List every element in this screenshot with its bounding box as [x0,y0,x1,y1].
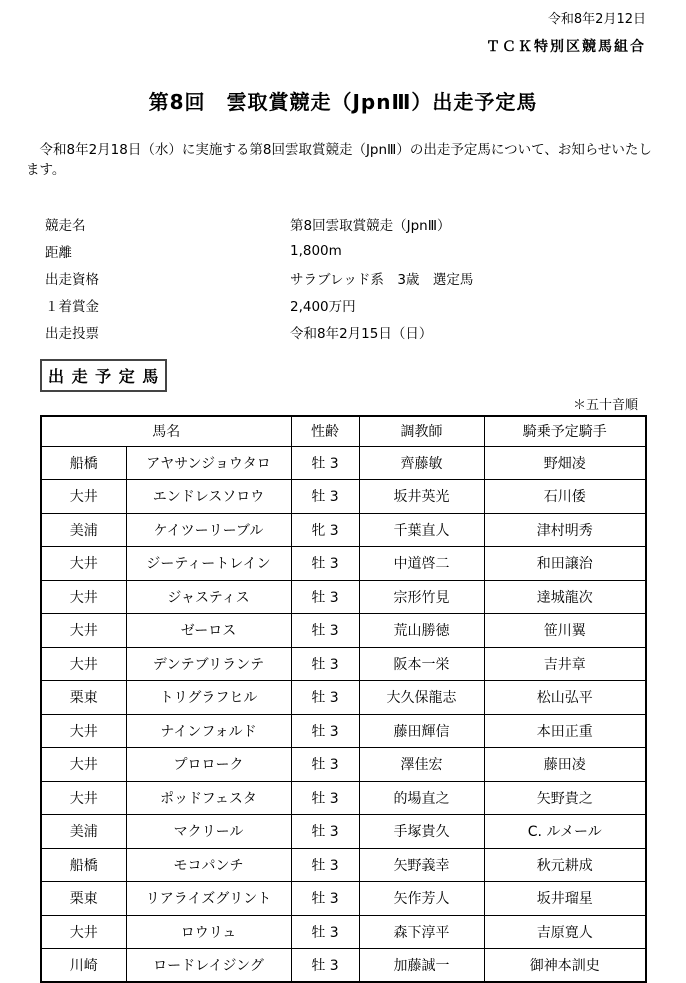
jockey-cell: 坂井瑠星 [484,882,646,916]
table-row [41,949,646,983]
sex-age-cell: 牡 3 [291,915,359,949]
table-row [41,647,646,681]
sex-age-cell: 牡 3 [291,547,359,581]
sex-age-cell: 牡 3 [291,748,359,782]
affiliation-cell: 栗東 [41,681,126,715]
header-trainer: 調教師 [359,416,484,446]
table-row [41,848,646,882]
table-row [41,815,646,849]
trainer-cell: 千葉直人 [359,513,484,547]
jockey-cell: 石川倭 [484,480,646,514]
section-heading-wrap [40,359,686,392]
race-info-label: 出走投票 [45,325,99,342]
table-row [41,681,646,715]
trainer-cell: 的場直之 [359,781,484,815]
race-info-row [45,264,686,291]
entry-table [40,415,647,983]
horse-name-cell: マクリール [126,815,291,849]
affiliation-cell: 大井 [41,547,126,581]
sex-age-cell: 牡 3 [291,714,359,748]
table-row [41,547,646,581]
horse-name-cell: アヤサンジョウタロ [126,446,291,480]
document-header [0,0,686,56]
trainer-cell: 矢作芳人 [359,882,484,916]
table-row [41,915,646,949]
trainer-cell: 中道啓二 [359,547,484,581]
table-row [41,580,646,614]
race-info-row [45,318,686,345]
trainer-cell: 阪本一栄 [359,647,484,681]
table-row [41,882,646,916]
table-header-row [41,416,646,446]
trainer-cell: 荒山勝徳 [359,614,484,648]
trainer-cell: 宗形竹見 [359,580,484,614]
sex-age-cell: 牡 3 [291,848,359,882]
jockey-cell: C. ルメール [484,815,646,849]
intro-paragraph: 令和8年2月18日（水）に実施する第8回雲取賞競走（JpnⅢ）の出走予定馬について、お知らせいたします。 [26,142,652,178]
trainer-cell: 加藤誠一 [359,949,484,983]
sex-age-cell: 牡 3 [291,781,359,815]
sex-age-cell: 牡 3 [291,681,359,715]
horse-name-cell: ジャスティス [126,580,291,614]
affiliation-cell: 美浦 [41,513,126,547]
jockey-cell: 笹川翼 [484,614,646,648]
horse-name-cell: ロードレイジング [126,949,291,983]
sex-age-cell: 牡 3 [291,580,359,614]
trainer-cell: 齊藤敏 [359,446,484,480]
affiliation-cell: 大井 [41,714,126,748]
affiliation-cell: 大井 [41,647,126,681]
race-info-row [45,291,686,318]
trainer-cell: 大久保龍志 [359,681,484,715]
race-info-value: 1,800m [290,242,342,259]
race-info-value: サラブレッド系 3歳 選定馬 [290,271,474,288]
trainer-cell: 森下淳平 [359,915,484,949]
document-date: 令和8年2月12日 [547,12,646,27]
jockey-cell: 和田譲治 [484,547,646,581]
trainer-cell: 矢野義幸 [359,848,484,882]
horse-name-cell: プロローク [126,748,291,782]
sex-age-cell: 牡 3 [291,815,359,849]
jockey-cell: 野畑凌 [484,446,646,480]
trainer-cell: 手塚貴久 [359,815,484,849]
horse-name-cell: ロウリュ [126,915,291,949]
horse-name-cell: ポッドフェスタ [126,781,291,815]
sex-age-cell: 牝 3 [291,513,359,547]
affiliation-cell: 大井 [41,580,126,614]
affiliation-cell: 大井 [41,614,126,648]
affiliation-cell: 船橋 [41,446,126,480]
table-row [41,714,646,748]
affiliation-cell: 大井 [41,480,126,514]
order-note: ＊五十音順 [572,398,638,414]
table-row [41,614,646,648]
horse-name-cell: ゼーロス [126,614,291,648]
race-info-value: 令和8年2月15日（日） [290,325,433,342]
jockey-cell: 藤田凌 [484,748,646,782]
sex-age-cell: 牡 3 [291,882,359,916]
affiliation-cell: 栗東 [41,882,126,916]
race-info-label: １着賞金 [45,298,99,315]
affiliation-cell: 大井 [41,781,126,815]
horse-name-cell: ナインフォルド [126,714,291,748]
jockey-cell: 松山弘平 [484,681,646,715]
race-info-value: 2,400万円 [290,298,356,315]
horse-name-cell: ケイツーリーブル [126,513,291,547]
jockey-cell: 本田正重 [484,714,646,748]
race-info-label: 出走資格 [45,271,99,288]
header-horse-name: 馬名 [41,416,291,446]
organization-name: ＴＣＫ特別区競馬組合 [486,39,646,55]
horse-name-cell: モコパンチ [126,848,291,882]
trainer-cell: 坂井英光 [359,480,484,514]
trainer-cell: 藤田輝信 [359,714,484,748]
affiliation-cell: 川崎 [41,949,126,983]
header-sex-age: 性齢 [291,416,359,446]
horse-name-cell: リアライズグリント [126,882,291,916]
table-row [41,446,646,480]
sex-age-cell: 牡 3 [291,614,359,648]
sex-age-cell: 牡 3 [291,446,359,480]
table-row [41,748,646,782]
race-info-row [45,210,686,237]
trainer-cell: 澤佳宏 [359,748,484,782]
jockey-cell: 吉原寛人 [484,915,646,949]
affiliation-cell: 大井 [41,915,126,949]
sex-age-cell: 牡 3 [291,647,359,681]
table-row [41,480,646,514]
race-info-value: 第8回雲取賞競走（JpnⅢ） [290,217,451,234]
race-info-label: 競走名 [45,217,86,234]
section-heading: 出 走 予 定 馬 [40,359,167,392]
jockey-cell: 達城龍次 [484,580,646,614]
affiliation-cell: 大井 [41,748,126,782]
horse-name-cell: エンドレスソロウ [126,480,291,514]
horse-name-cell: デンテブリランテ [126,647,291,681]
horse-name-cell: ジーティートレイン [126,547,291,581]
jockey-cell: 御神本訓史 [484,949,646,983]
table-row [41,781,646,815]
affiliation-cell: 船橋 [41,848,126,882]
sex-age-cell: 牡 3 [291,949,359,983]
horse-name-cell: トリグラフヒル [126,681,291,715]
jockey-cell: 吉井章 [484,647,646,681]
jockey-cell: 津村明秀 [484,513,646,547]
header-jockey: 騎乗予定騎手 [484,416,646,446]
race-info-row [45,237,686,264]
race-info-label: 距離 [45,244,72,261]
table-row [41,513,646,547]
page-title: 第8回 雲取賞競走（JpnⅢ）出走予定馬 [148,90,538,114]
affiliation-cell: 美浦 [41,815,126,849]
jockey-cell: 秋元耕成 [484,848,646,882]
jockey-cell: 矢野貴之 [484,781,646,815]
race-info-list [45,210,686,345]
sex-age-cell: 牡 3 [291,480,359,514]
